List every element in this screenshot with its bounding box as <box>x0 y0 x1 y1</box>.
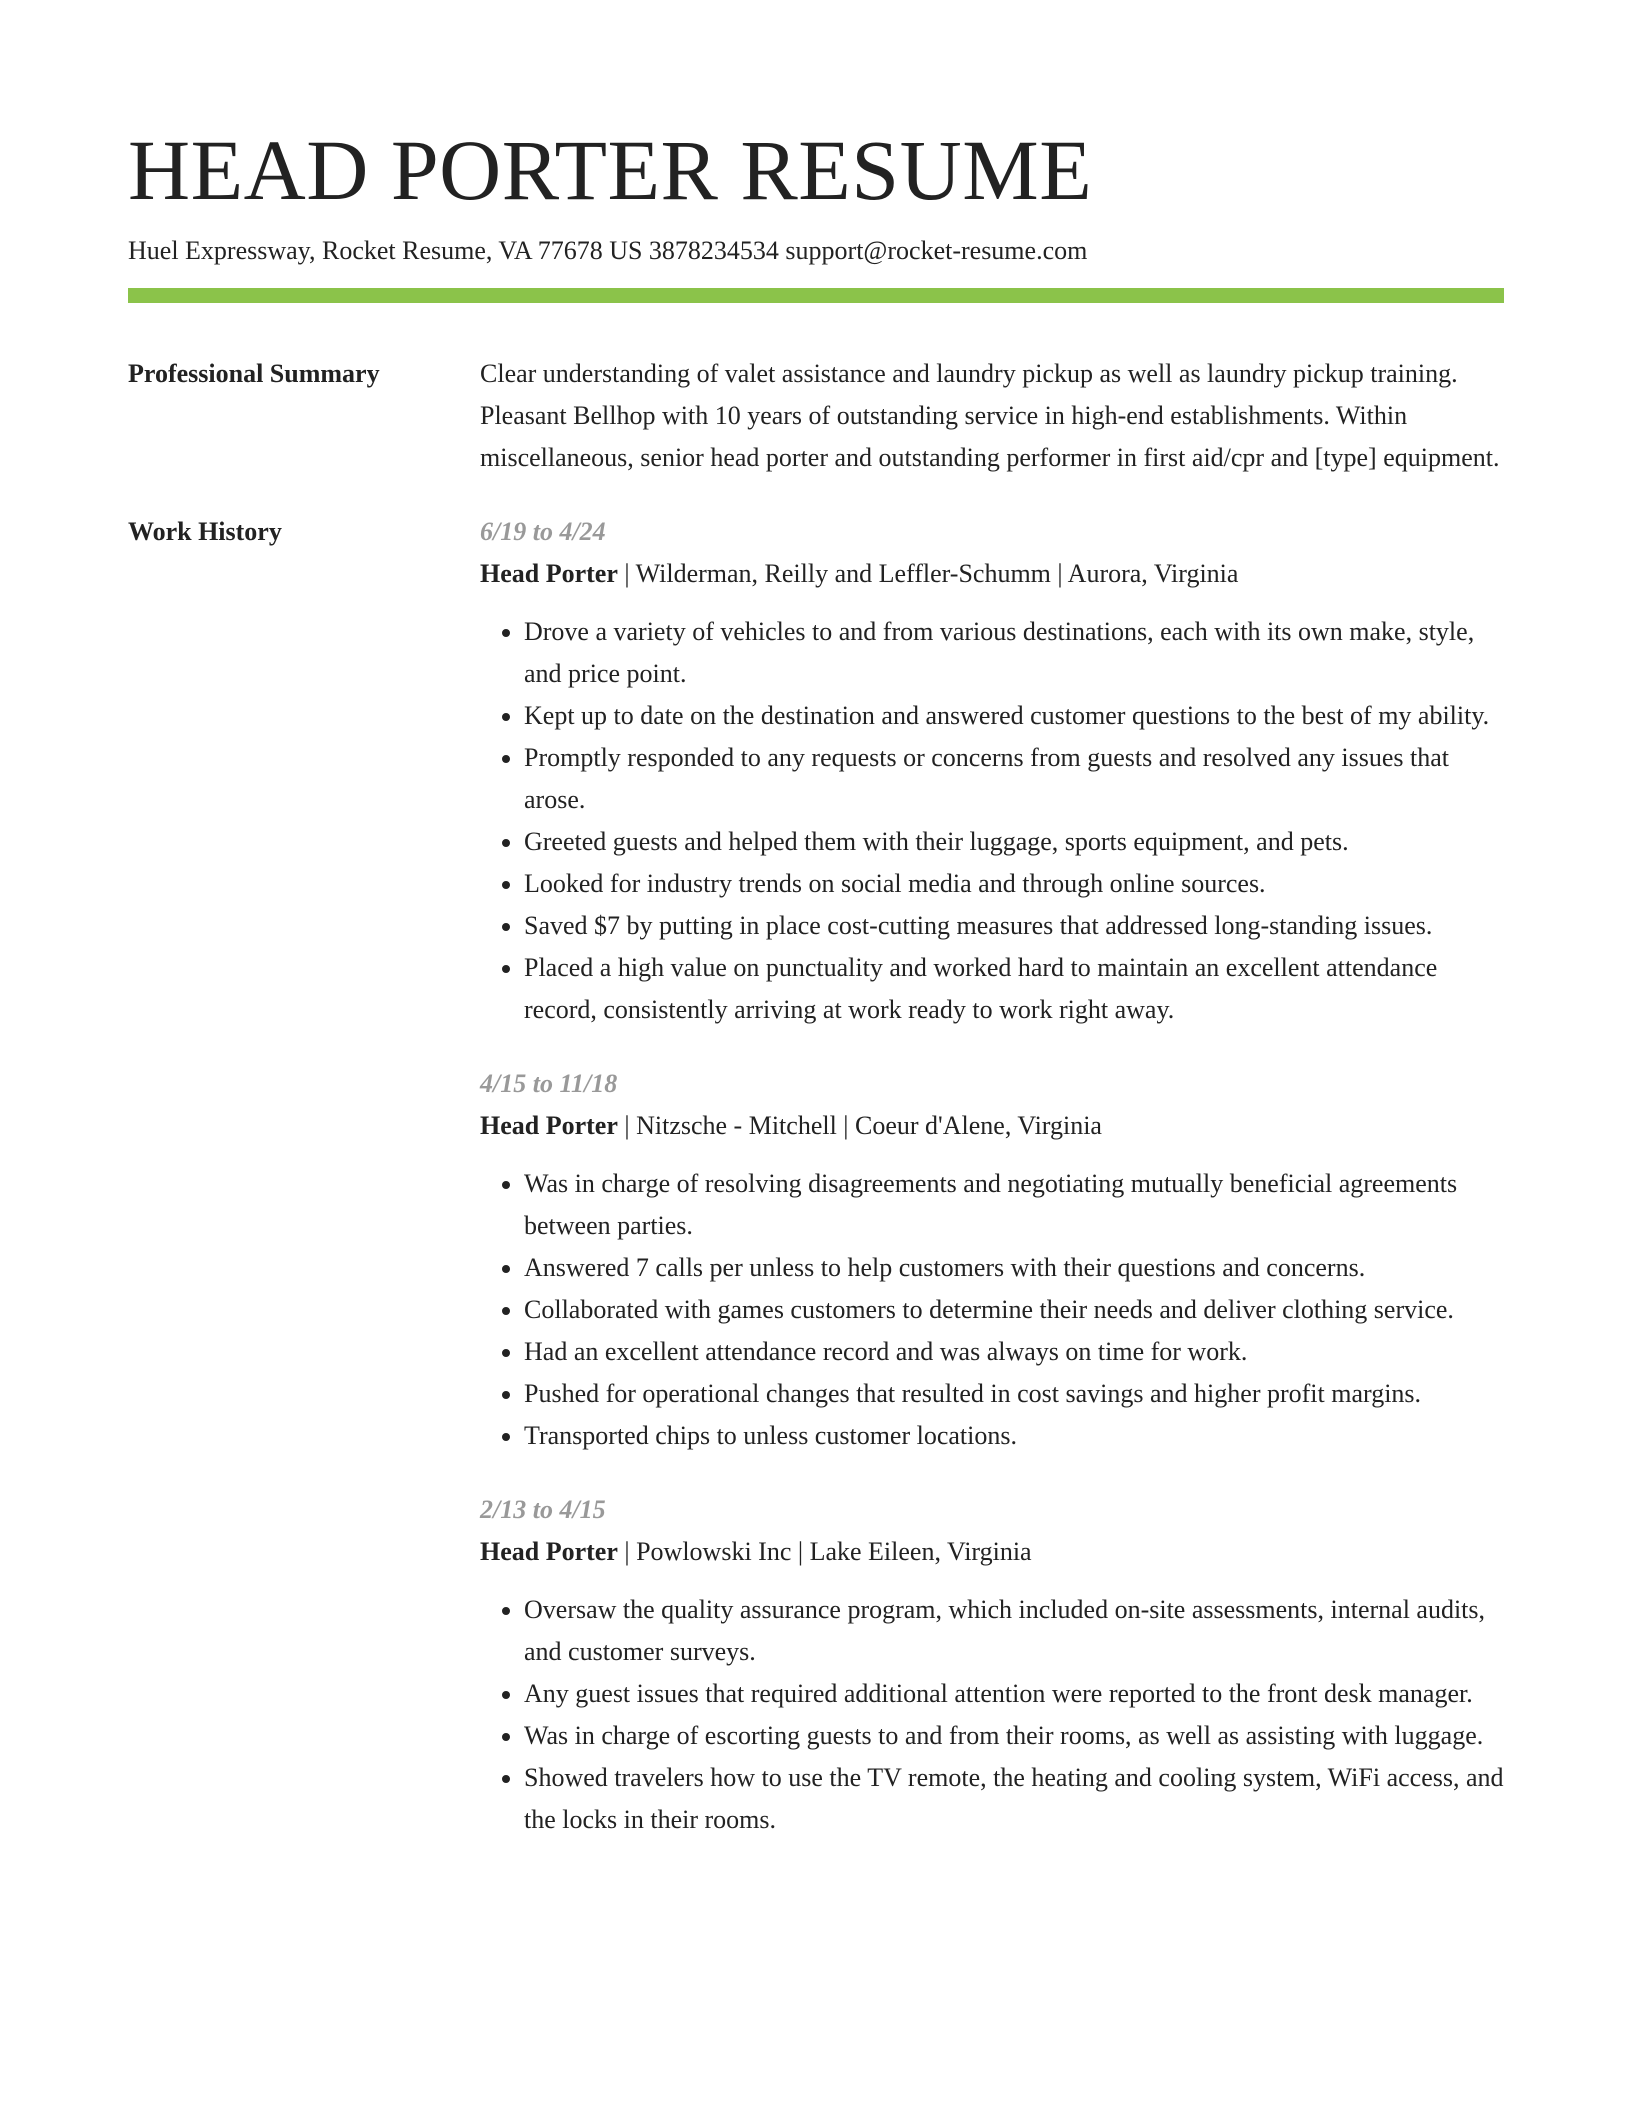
job-details: | Nitzsche - Mitchell | Coeur d'Alene, Virginia <box>617 1111 1102 1140</box>
job-bullet: • Saved $7 by putting in place cost-cutting measures that addressed long-standing issues. <box>524 905 1504 947</box>
job-entry <box>480 1063 1504 1457</box>
job-bullet: • Was in charge of resolving disagreements and negotiating mutually beneficial agreements between parties. <box>524 1163 1504 1247</box>
professional-summary-section <box>128 303 1504 479</box>
job-title: Head Porter <box>480 1111 618 1140</box>
job-dates: 4/15 to 11/18 <box>480 1069 618 1098</box>
job-dates: 6/19 to 4/24 <box>480 517 606 546</box>
job-bullet: • Looked for industry trends on social media and through online sources. <box>524 863 1504 905</box>
accent-divider <box>128 288 1504 303</box>
job-bullet: • Promptly responded to any requests or concerns from guests and resolved any issues that arose. <box>524 737 1504 821</box>
job-bullet: • Drove a variety of vehicles to and from various destinations, each with its own make, style, and price point. <box>524 611 1504 695</box>
job-heading <box>480 1531 1504 1573</box>
job-bullet: • Was in charge of escorting guests to and from their rooms, as well as assisting with luggage. <box>524 1715 1504 1757</box>
job-details: | Wilderman, Reilly and Leffler-Schumm | Aurora, Virginia <box>617 559 1239 588</box>
job-bullet: • Greeted guests and helped them with their luggage, sports equipment, and pets. <box>524 821 1504 863</box>
resume-title: HEAD PORTER RESUME <box>128 122 1093 218</box>
job-bullet: • Placed a high value on punctuality and worked hard to maintain an excellent attendance record, consistently arriving at work ready to work right away. <box>524 947 1504 1031</box>
contact-line: Huel Expressway, Rocket Resume, VA 77678 US 3878234534 support@rocket-resume.com <box>128 236 1088 265</box>
job-title: Head Porter <box>480 559 618 588</box>
section-label-professional-summary: Professional Summary <box>128 359 380 388</box>
job-entry <box>480 511 1504 1031</box>
job-bullet: • Answered 7 calls per unless to help customers with their questions and concerns. <box>524 1247 1504 1289</box>
job-bullet: • Kept up to date on the destination and answered customer questions to the best of my ability. <box>524 695 1504 737</box>
work-history-section <box>128 479 1504 1841</box>
job-bullet: • Collaborated with games customers to determine their needs and deliver clothing service. <box>524 1289 1504 1331</box>
job-bullets <box>480 611 1504 1031</box>
job-dates: 2/13 to 4/15 <box>480 1495 606 1524</box>
job-heading <box>480 553 1504 595</box>
resume-page <box>128 0 1504 1841</box>
job-entry <box>480 1489 1504 1841</box>
job-title: Head Porter <box>480 1537 618 1566</box>
job-bullet: • Oversaw the quality assurance program, which included on-site assessments, internal audits, and customer surveys. <box>524 1589 1504 1673</box>
job-bullet: • Pushed for operational changes that resulted in cost savings and higher profit margins. <box>524 1373 1504 1415</box>
summary-text: Clear understanding of valet assistance and laundry pickup as well as laundry pickup training. Pleasant Bellhop with 10 years of outstanding service in high-end establishments. Within miscellaneous, senior head porter and outstanding performer in first aid/cpr and [type] equipment. <box>480 359 1500 472</box>
job-heading <box>480 1105 1504 1147</box>
job-bullet: • Showed travelers how to use the TV remote, the heating and cooling system, WiFi access, and the locks in their rooms. <box>524 1757 1504 1841</box>
section-label-work-history: Work History <box>128 517 282 546</box>
job-bullets <box>480 1163 1504 1457</box>
job-bullets <box>480 1589 1504 1841</box>
job-details: | Powlowski Inc | Lake Eileen, Virginia <box>617 1537 1032 1566</box>
job-bullet: • Had an excellent attendance record and was always on time for work. <box>524 1331 1504 1373</box>
job-bullet: • Any guest issues that required additional attention were reported to the front desk manager. <box>524 1673 1504 1715</box>
job-bullet: • Transported chips to unless customer locations. <box>524 1415 1504 1457</box>
